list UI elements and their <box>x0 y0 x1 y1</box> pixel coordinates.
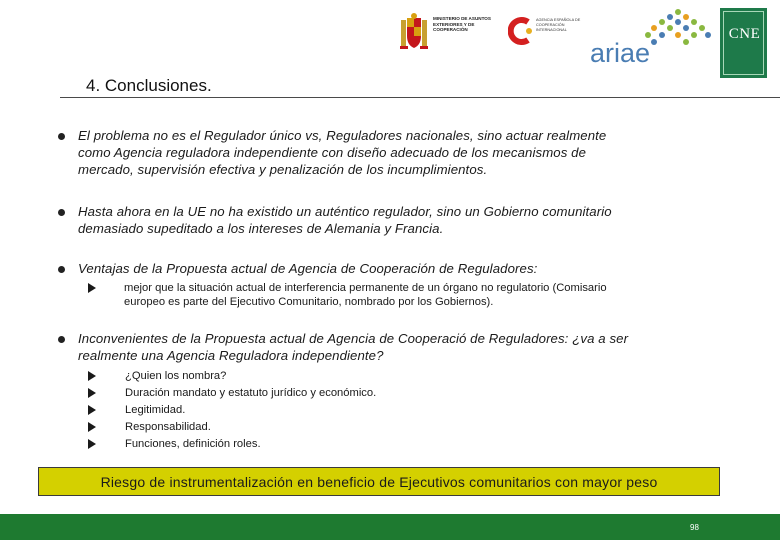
point-4-line-2: realmente una Agencia Reguladora independiente? <box>78 348 384 363</box>
coat-of-arms-icon <box>400 12 428 50</box>
banner-text: Riesgo de instrumentalización en beneficio de Ejecutivos comunitarios con mayor peso <box>100 474 658 490</box>
aecid-logo <box>508 16 581 50</box>
page-number: 98 <box>690 523 699 532</box>
bullet-icon <box>58 209 65 216</box>
bullet-icon <box>58 336 65 343</box>
point-4-sub-1: ¿Quien los nombra? <box>125 370 227 382</box>
ministerio-logo-text: MINISTERIO DE ASUNTOS EXTERIORES Y DE COOPERACIÓN <box>433 16 491 33</box>
bullet-icon <box>58 133 65 140</box>
point-2-line-1: Hasta ahora en la UE no ha existido un auténtico regulador, sino un Gobierno comunitario <box>78 204 612 219</box>
point-1-line-3: mercado, supervisión efectiva y penalización de los incumplimientos. <box>78 162 488 177</box>
arrow-bullet-icon <box>88 283 96 293</box>
title-divider <box>60 97 780 98</box>
ariae-dots-icon <box>644 8 714 46</box>
point-3-line-1: Ventajas de la Propuesta actual de Agencia de Cooperación de Reguladores: <box>78 261 538 276</box>
point-4-sub-5: Funciones, definición roles. <box>125 438 261 450</box>
point-3-sub-line-1: mejor que la situación actual de interferencia permanente de un órgano no regulatorio (Comisario <box>124 282 607 294</box>
arrow-bullet-icon <box>88 439 96 449</box>
cne-logo-text: CNE <box>728 26 761 42</box>
arrow-bullet-icon <box>88 388 96 398</box>
bullet-icon <box>58 266 65 273</box>
arrow-bullet-icon <box>88 371 96 381</box>
ariae-logo <box>588 6 718 70</box>
cne-logo <box>720 8 767 78</box>
point-3-sub-line-2: europeo es parte del Ejecutivo Comunitario, nombrado por los Gobiernos). <box>124 296 494 308</box>
highlight-banner <box>38 467 720 496</box>
point-2-line-2: demasiado supeditado a los intereses de Alemania y Francia. <box>78 221 444 236</box>
point-4-sub-2: Duración mandato y estatuto jurídico y económico. <box>125 387 377 399</box>
slide-title: 4. Conclusiones. <box>86 76 212 95</box>
cne-logo-frame <box>723 11 764 75</box>
arrow-bullet-icon <box>88 405 96 415</box>
aecid-logo-text: AGENCIA ESPAÑOLA DE COOPERACIÓN INTERNACIONAL <box>536 18 581 32</box>
ariae-logo-text: ariae <box>590 38 651 68</box>
point-4-sub-4: Responsabilidad. <box>125 421 211 433</box>
footer-bar <box>0 514 780 540</box>
aecid-c-icon <box>508 16 534 46</box>
arrow-bullet-icon <box>88 422 96 432</box>
point-4-sub-3: Legitimidad. <box>125 404 186 416</box>
point-1-line-2: como Agencia reguladora independiente con diseño adecuado de los mecanismos de <box>78 145 587 160</box>
ministerio-logo <box>400 12 508 52</box>
point-1-line-1: El problema no es el Regulador único vs, Reguladores nacionales, sino actuar realmente <box>78 128 607 143</box>
point-4-line-1: Inconvenientes de la Propuesta actual de Agencia de Cooperació de Reguladores: ¿va a ser <box>78 331 629 346</box>
